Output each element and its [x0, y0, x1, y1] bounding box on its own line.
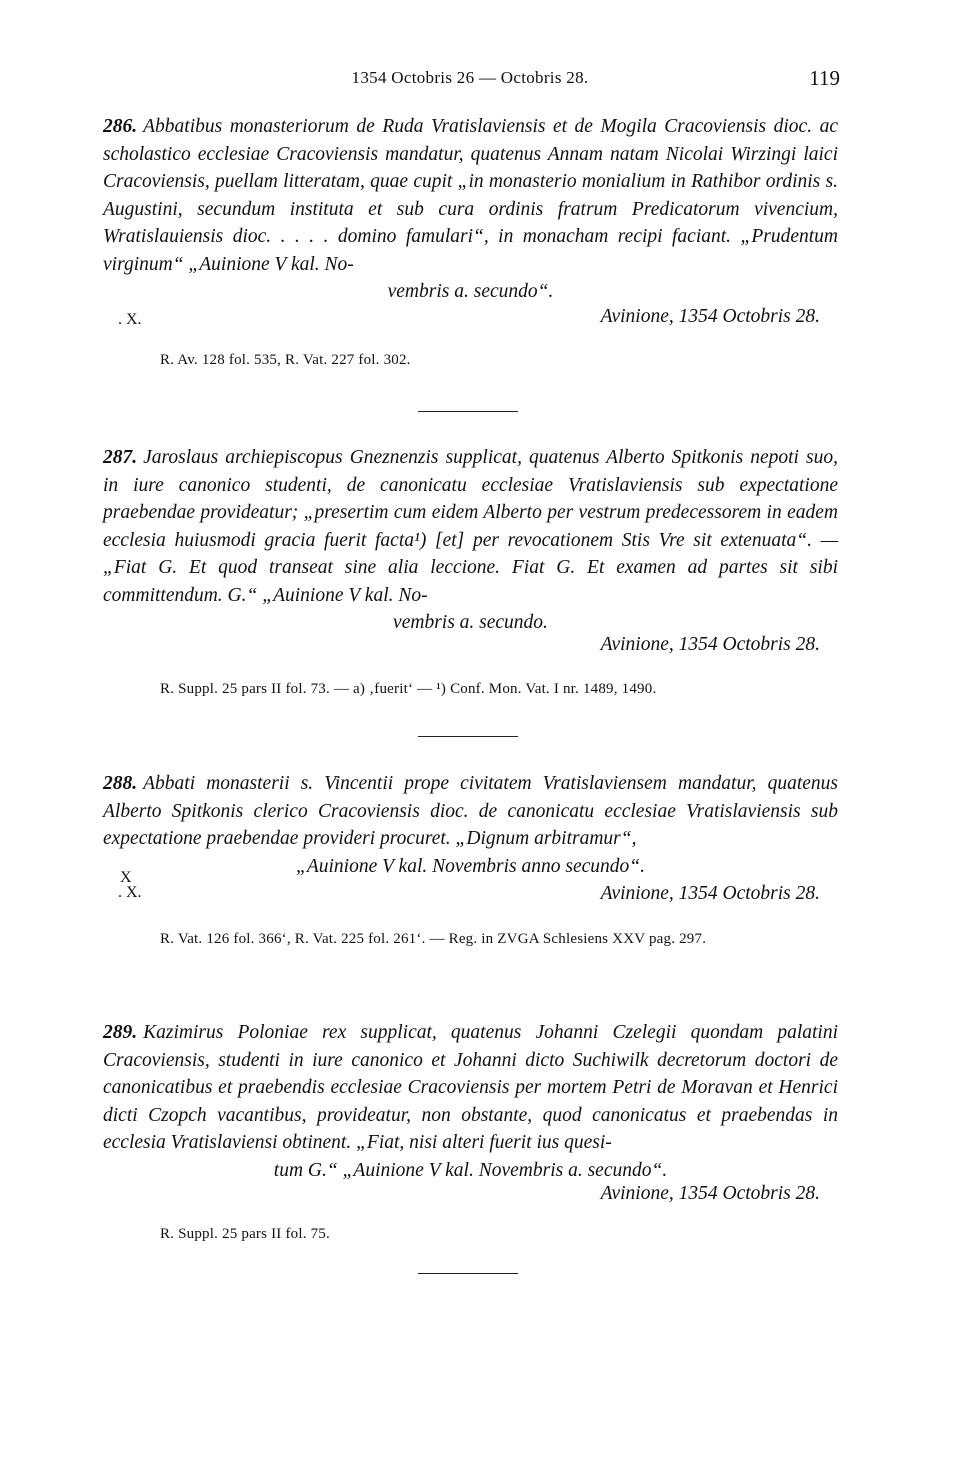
- entry-288-date: Avinione, 1354 Octobris 28.: [600, 883, 820, 904]
- entry-286-date: Avinione, 1354 Octobris 28.: [600, 306, 820, 327]
- running-title: 1354 Octobris 26 — Octobris 28.: [351, 68, 589, 87]
- section-divider: [418, 411, 518, 412]
- section-divider: [418, 736, 518, 737]
- entry-body: Kazimirus Poloniae rex supplicat, quatenus Johanni Czelegii quondam palatini Cracoviensis, studenti in iure canonico et Johanni dicto Suchiwilk decretorum doctori de canonicatibus et praebendis ecclesiae Cracoviensis per mortem Petri de Moravan et Henrici dicti Czopch vacantibus, provideatur, non obstante, quod canonicatus et praebendas in ecclesia Vratislaviensi obtinent. „Fiat, nisi alteri fuerit ius quesi-: [103, 1022, 838, 1153]
- entry-tail: „Auinione V kal. Novembris anno secundo“.: [296, 855, 645, 877]
- entry-number: 286.: [103, 116, 138, 137]
- entry-tail: tum G.“ „Auinione V kal. Novembris a. secundo“.: [273, 1159, 668, 1181]
- entry-288-signature: [118, 870, 178, 900]
- entry-body: Abbatibus monasteriorum de Ruda Vratislaviensis et de Mogila Cracoviensis dioc. ac scholastico ecclesiae Cracoviensis mandatur, quatenus Annam natam Nicolai Wirzingi laici Cracoviensis, puellam litteratam, quae cupit „in monasterio monialium in Rathibor ordinis s. Augustini, secundum instituta et sub cura ordinis fratrum Predicatorum vivencium, Wratislauiensis dioc. . . . . domino famulari“, in monacham recipi faciant. „Prudentum virginum“ „Auinione V kal. No-: [103, 116, 838, 275]
- entry-number: 287.: [103, 447, 138, 468]
- entry-288-source: R. Vat. 126 fol. 366‘, R. Vat. 225 fol. 261‘. — Reg. in ZVGA Schlesiens XXV pag. 297.: [160, 931, 707, 947]
- entry-286-text: [103, 113, 838, 306]
- signature-mark: X: [120, 869, 132, 886]
- entry-tail: vembris a. secundo.: [393, 612, 548, 633]
- section-divider: [418, 1273, 518, 1274]
- entry-body: Abbati monasterii s. Vincentii prope civitatem Vratislaviensem mandatur, quatenus Alberto Spitkonis clerico Cracoviensis dioc. de canonicatu ecclesiae Vratislaviensis sub expectatione praebendae provideri procuret. „Dignum arbitramur“,: [103, 773, 838, 849]
- entry-286-source: R. Av. 128 fol. 535, R. Vat. 227 fol. 302.: [160, 352, 411, 368]
- signature-mark: . X.: [118, 884, 142, 901]
- entry-tail: vembris a. secundo“.: [387, 281, 554, 302]
- entry-288-text: [103, 770, 838, 880]
- entry-289-source: R. Suppl. 25 pars II fol. 75.: [160, 1226, 330, 1242]
- entry-number: 288.: [103, 773, 138, 794]
- entry-289-text: [103, 1019, 838, 1184]
- entry-287-date: Avinione, 1354 Octobris 28.: [600, 634, 820, 655]
- page-number: 119: [809, 66, 840, 90]
- entry-286-signature: [118, 312, 178, 327]
- signature-mark: . X.: [118, 311, 142, 328]
- entry-287-text: [103, 444, 838, 637]
- running-header: [0, 64, 960, 94]
- entry-body: Jaroslaus archiepiscopus Gneznenzis supplicat, quatenus Alberto Spitkonis nepoti suo, in iure canonico studenti, de canonicatu ecclesiae Vratislaviensis sub expectatione praebendae provideatur; „presertim cum eidem Alberto per vestrum predecessorem in eadem ecclesia huiusmodi gracia fuerit facta¹) [et] per revocationem Stis Vre sit extenuata“. — „Fiat G. Et quod transeat sine alia leccione. Fiat G. Et examen ad partes sit sibi committendum. G.“ „Auinione V kal. No-: [103, 447, 838, 606]
- entry-289-date: Avinione, 1354 Octobris 28.: [600, 1183, 820, 1204]
- entry-287-source: R. Suppl. 25 pars II fol. 73. — a) ‚fuerit‘ — ¹) Conf. Mon. Vat. I nr. 1489, 1490.: [160, 681, 657, 697]
- entry-number: 289.: [103, 1022, 138, 1043]
